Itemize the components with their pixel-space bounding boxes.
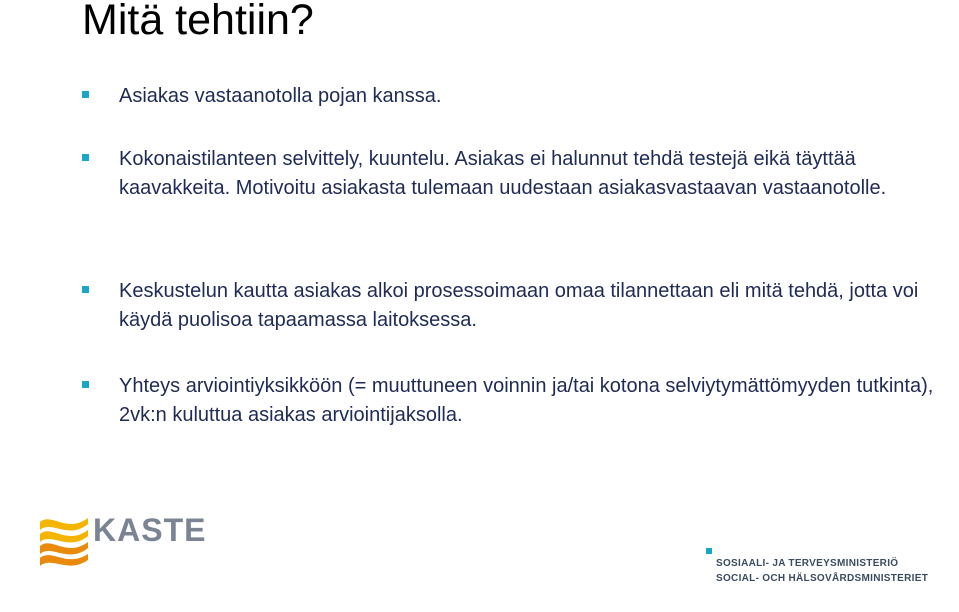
- bullet-item: [82, 372, 942, 430]
- bullet-text: Keskustelun kautta asiakas alkoi prosessoimaan omaa tilannettaan eli mitä tehdä, jotta voi käydä puolisoa tapaamassa laitoksessa.: [119, 280, 919, 331]
- square-bullet-icon: [82, 91, 89, 98]
- bullet-item: [82, 82, 942, 111]
- bullet-item: [82, 145, 942, 203]
- bullet-item: [82, 277, 942, 335]
- bullet-text: Asiakas vastaanotolla pojan kanssa.: [119, 85, 442, 107]
- bullet-text: Yhteys arviointiyksikköön (= muuttuneen voinnin ja/tai kotona selviytymättömyyden tutkinta), 2vk:n kuluttua asiakas arviointijaksolla.: [119, 375, 934, 426]
- kaste-logo-text: KASTE: [93, 512, 207, 548]
- ministry-name-sv: SOCIAL- OCH HÄLSOVÅRDSMINISTERIET: [716, 573, 929, 584]
- square-bullet-icon: [82, 381, 89, 388]
- square-bullet-icon: [82, 154, 89, 161]
- slide-title: Mitä tehtiin?: [82, 0, 314, 44]
- ministry-dot-icon: [706, 548, 712, 554]
- bullet-text: Kokonaistilanteen selvittely, kuuntelu. Asiakas ei halunnut tehdä testejä eikä täyttää kaavakkeita. Motivoitu asiakasta tulemaan uudestaan asiakasvastaavan vastaanotolle.: [119, 148, 887, 199]
- ministry-name-fi: SOSIAALI- JA TERVEYSMINISTERIÖ: [716, 558, 899, 569]
- square-bullet-icon: [82, 286, 89, 293]
